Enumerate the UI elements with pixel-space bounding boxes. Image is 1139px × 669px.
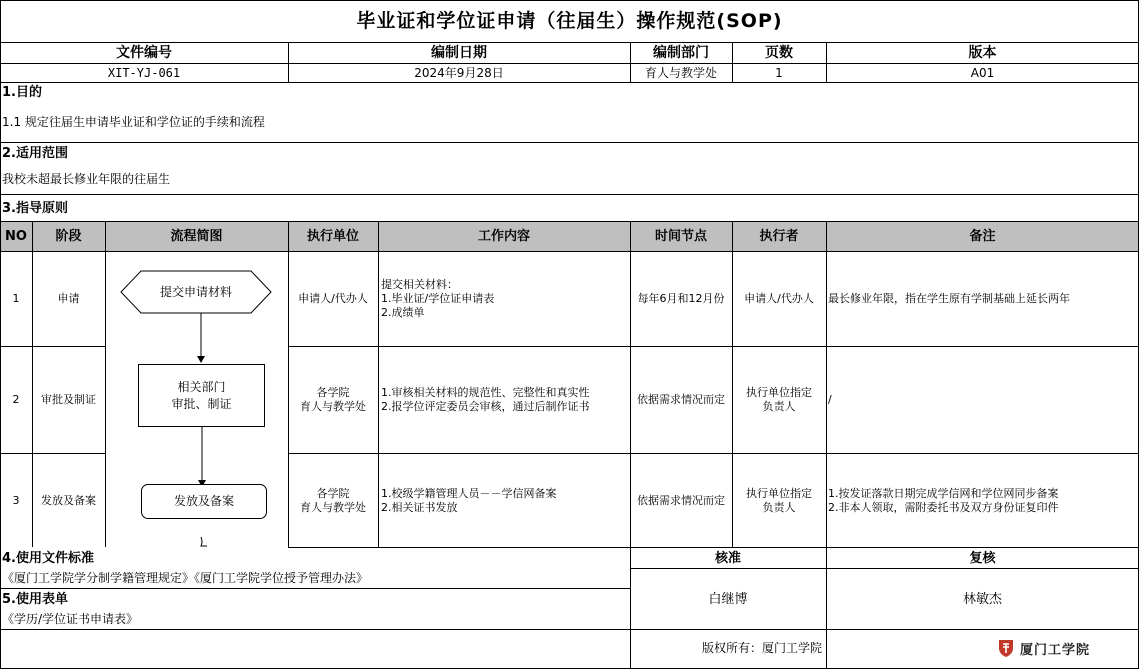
flow-step3-box: 发放及备案 (141, 484, 267, 519)
row1-unit: 申请人/代办人 (298, 292, 368, 305)
flow-arrowhead-1 (197, 356, 205, 363)
meta-date: 2024年9月28日 (414, 66, 504, 80)
school-logo (996, 636, 1101, 660)
reviewer-name: 林敏杰 (962, 591, 1002, 607)
school-logo-text: 厦门工学院 (1020, 642, 1091, 658)
row1-stage: 申请 (57, 292, 80, 305)
row3-work: 1.校级学籍管理人员－－学信网备案 2.相关证书发放 (381, 486, 557, 514)
row2-executor: 执行单位指定 负责人 (746, 386, 812, 413)
meta-pages: 1 (775, 66, 783, 80)
meta-header-doc-no: 文件编号 (116, 44, 172, 61)
col-header-stage: 阶段 (55, 229, 82, 244)
col-header-time: 时间节点 (654, 229, 707, 244)
meta-header-version: 版本 (968, 44, 997, 61)
section-purpose-heading: 1.目的 (2, 85, 42, 100)
row1-time: 每年6月和12月份 (637, 292, 725, 305)
col-header-flow: 流程简图 (170, 229, 223, 244)
row2-work: 1.审核相关材料的规范性、完整性和真实性 2.报学位评定委员会审核，通过后制作证书 (381, 386, 590, 413)
section-scope-content: 我校未超最长修业年限的往届生 (2, 171, 171, 186)
meta-header-date: 编制日期 (431, 44, 487, 61)
col-header-unit: 执行单位 (306, 229, 359, 244)
section-purpose-content: 1.1 规定往届生申请毕业证和学位证的手续和流程 (2, 114, 265, 129)
flow-step2-box: 相关部门 审批、制证 (138, 364, 265, 427)
row1-no: 1 (12, 292, 20, 305)
section-forms-content: 《学历/学位证书申请表》 (2, 611, 139, 626)
col-header-no: NO (5, 229, 27, 244)
approver-name: 白继博 (708, 591, 748, 607)
section-principle-heading: 3.指导原则 (2, 200, 68, 216)
row3-executor: 执行单位指定 负责人 (746, 486, 812, 514)
meta-dept: 育人与教学处 (644, 66, 717, 80)
row3-no: 3 (12, 493, 20, 507)
section-forms-heading: 5.使用表单 (2, 591, 68, 607)
section-standards-content: 《厦门工学院学分制学籍管理规定》《厦门工学院学位授予管理办法》 (2, 570, 369, 585)
row2-time: 依据需求情况而定 (637, 393, 725, 406)
meta-header-dept: 编制部门 (653, 44, 709, 61)
flow-tail-mark (201, 537, 207, 546)
row3-unit: 各学院 育人与教学处 (300, 486, 366, 514)
row1-work: 提交相关材料： 1.毕业证/学位证申请表 2.成绩单 (381, 278, 495, 319)
meta-header-pages: 页数 (765, 44, 793, 61)
row1-executor: 申请人/代办人 (744, 292, 814, 305)
row3-note: 1.按发证落款日期完成学信网和学位网同步备案 2.非本人领取，需附委托书及双方身份证复印件 (828, 486, 1059, 514)
row2-no: 2 (12, 393, 20, 406)
copyright-text: 版权所有：厦门工学院 (701, 640, 822, 655)
section-scope-heading: 2.适用范围 (2, 146, 68, 161)
row3-stage: 发放及备案 (41, 493, 96, 507)
col-header-work: 工作内容 (477, 229, 530, 244)
col-header-executor: 执行者 (759, 229, 799, 244)
page-title: 毕业证和学位证申请（往届生）操作规范(SOP) (356, 9, 783, 32)
row2-unit: 各学院 育人与教学处 (300, 386, 366, 413)
flow-step1-label: 提交申请材料 (159, 284, 232, 299)
review-label: 复核 (969, 550, 996, 566)
meta-version: A01 (970, 66, 995, 80)
section-standards-heading: 4.使用文件标准 (2, 550, 94, 566)
meta-doc-no: XIT-YJ-061 (107, 66, 181, 80)
approve-label: 核准 (714, 550, 741, 566)
row2-stage: 审批及制证 (41, 393, 96, 406)
row1-note: 最长修业年限，指在学生原有学制基础上延长两年 (828, 292, 1070, 305)
row2-note: / (828, 393, 832, 406)
col-header-note: 备注 (969, 229, 996, 244)
row3-time: 依据需求情况而定 (637, 493, 725, 507)
school-logo-icon (996, 638, 1016, 658)
